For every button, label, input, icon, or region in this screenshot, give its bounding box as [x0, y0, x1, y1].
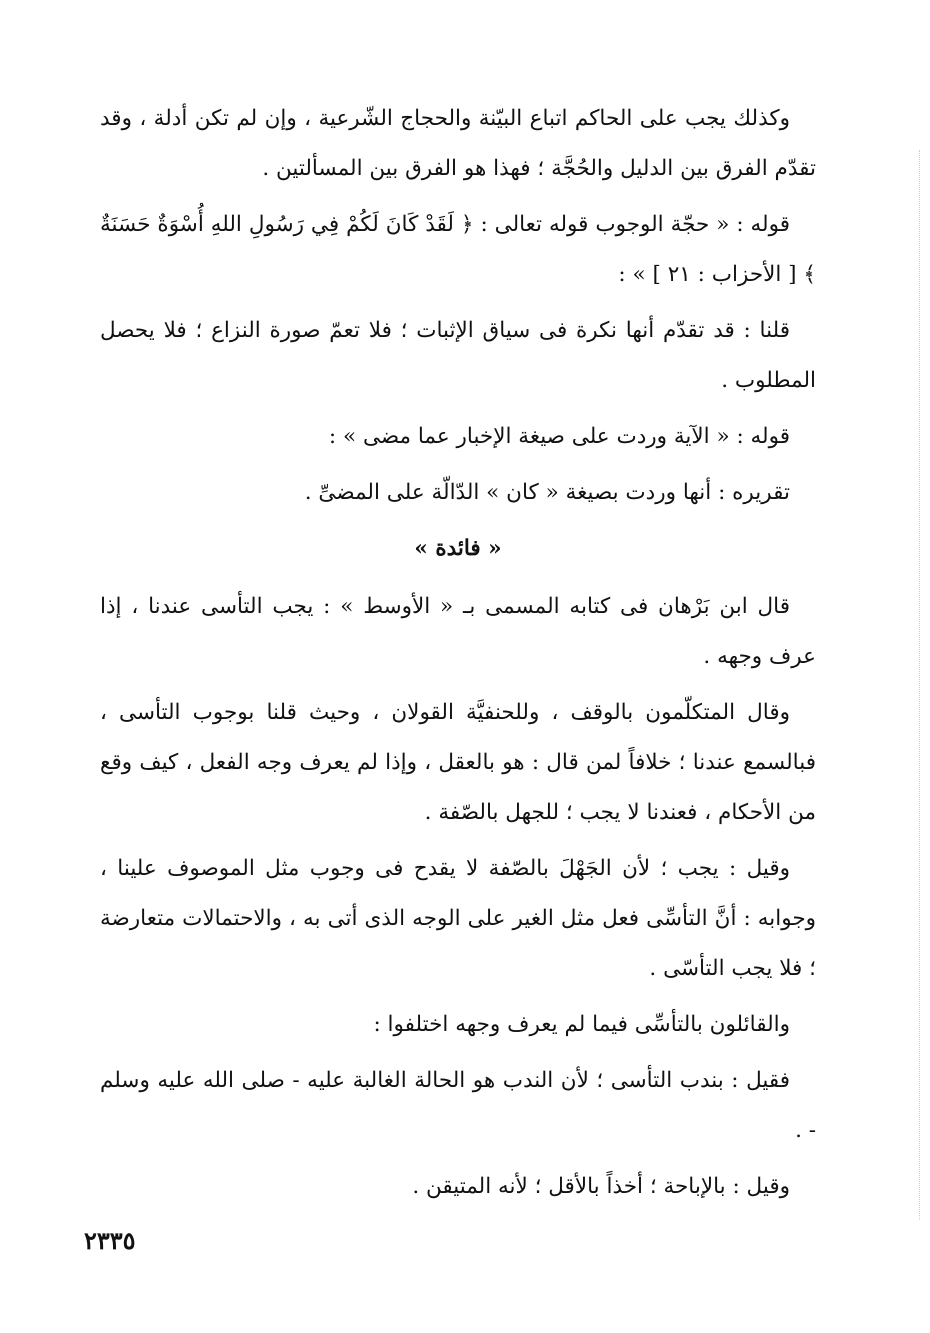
page-number: ٢٣٣٥: [84, 1226, 136, 1255]
body-text: [100, 94, 816, 1218]
section-heading: « فائدة »: [414, 536, 502, 561]
paragraph-5: تقريره : أنها وردت بصيغة « كان » الدّالّة على المضىِّ .: [304, 480, 790, 505]
paragraph-3: قلنا : قد تقدّم أنها نكرة فى سياق الإثبات ؛ فلا تعمّ صورة النزاع ؛ فلا يحصل المطلوب .: [100, 318, 816, 393]
paragraph-1: وكذلك يجب على الحاكم اتباع البيّنة والحجاج الشّرعية ، وإن لم تكن أدلة ، وقد تقدّم الفرق بين الدليل والحُجَّة ؛ فهذا هو الفرق بين المسألتين .: [100, 106, 816, 181]
paragraph-9: والقائلون بالتأسِّى فيما لم يعرف وجهه اختلفوا :: [373, 1012, 790, 1037]
paragraph-11: وقيل : بالإباحة ؛ أخذاً بالأقل ؛ لأنه المتيقن .: [412, 1174, 790, 1199]
page-edge-mark: [919, 150, 920, 1220]
paragraph-4: قوله : « الآية وردت على صيغة الإخبار عما مضى » :: [328, 424, 790, 449]
paragraph-2: قوله : « حجّة الوجوب قوله تعالى : ﴿ لَقَدْ كَانَ لَكُمْ فِي رَسُولِ اللهِ أُسْوَةٌ حَسَنَةٌ ﴾ [ الأحزاب : ٢١ ] » :: [100, 212, 816, 287]
paragraph-7: وقال المتكلّمون بالوقف ، وللحنفيَّة القولان ، وحيث قلنا بوجوب التأسى ، فبالسمع عندنا ؛ خلافاً لمن قال : هو بالعقل ، وإذا لم يعرف وجه الفعل ، كيف وقع من الأحكام ، فعندنا لا يجب ؛ للجهل بالصّفة .: [100, 700, 816, 825]
paragraph-8: وقيل : يجب ؛ لأن الجَهْلَ بالصّفة لا يقدح فى وجوب مثل الموصوف علينا ، وجوابه : أنَّ التأسِّى فعل مثل الغير على الوجه الذى أتى به ، والاحتمالات متعارضة ؛ فلا يجب التأسّى .: [100, 856, 816, 981]
paragraph-6: قال ابن بَرْهان فى كتابه المسمى بـ « الأوسط » : يجب التأسى عندنا ، إذا عرف وجهه .: [100, 594, 816, 669]
paragraph-10: فقيل : بندب التأسى ؛ لأن الندب هو الحالة الغالبة عليه - صلى الله عليه وسلم - .: [100, 1068, 816, 1143]
